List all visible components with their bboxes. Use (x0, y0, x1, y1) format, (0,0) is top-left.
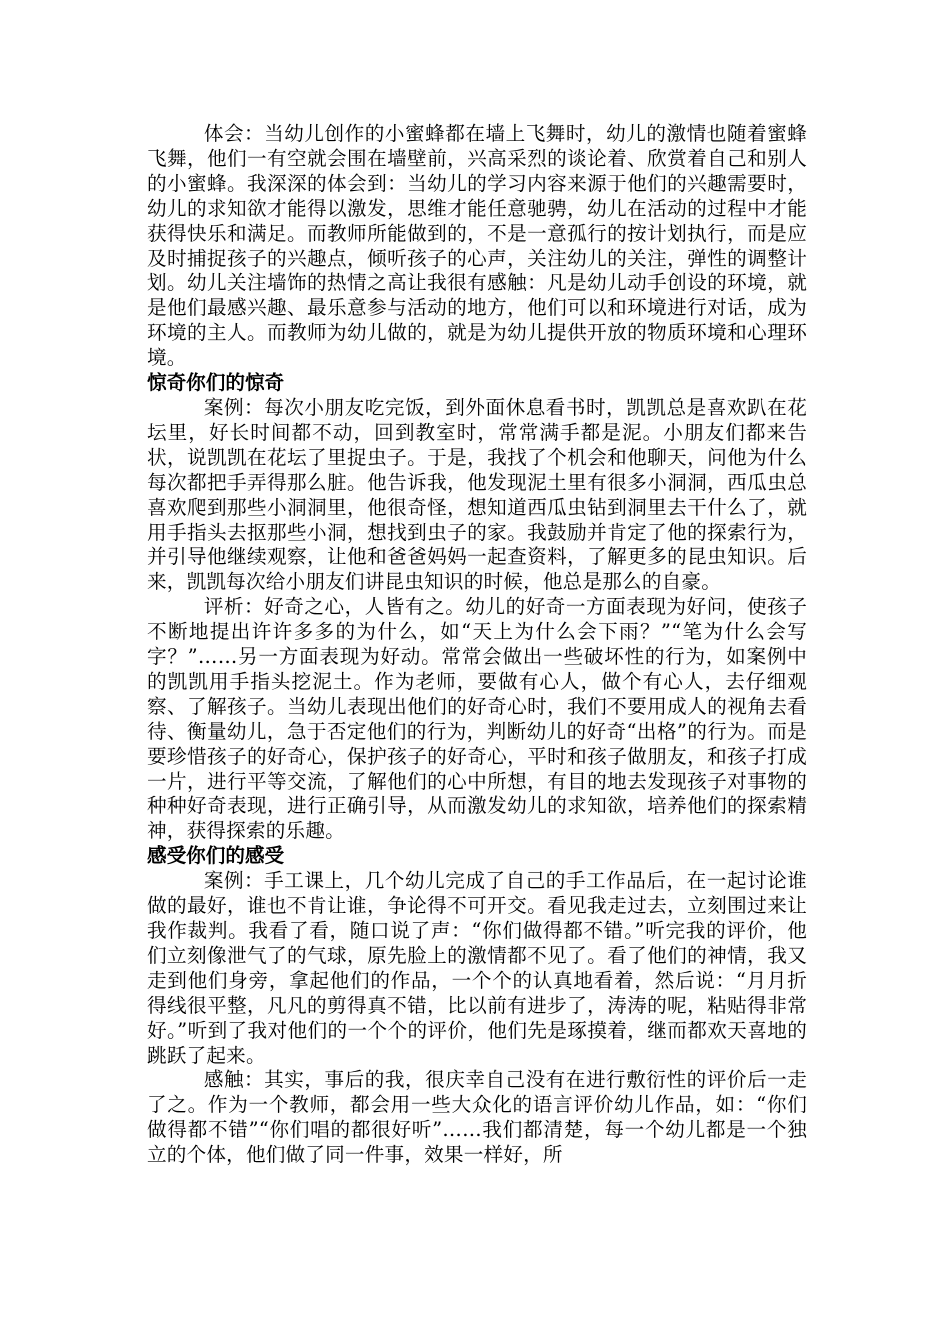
section-heading-curiosity: 惊奇你们的惊奇 (147, 371, 285, 395)
paragraph-reflection: 体会：当幼儿创作的小蜜蜂都在墙上飞舞时，幼儿的激情也随着蜜蜂飞舞，他们一有空就会围在墙壁前，兴高采烈的谈论着、欣赏着自己和别人的小蜜蜂。我深深的体会到：当幼儿的学习内容来源于他们的兴趣需要时，幼儿的求知欲才能得以激发，思维才能任意驰骋，幼儿在活动的过程中才能获得快乐和满足。而教师所能做到的，不是一意孤行的按计划执行，而是应及时捕捉孩子的兴趣点，倾听孩子的心声，关注幼儿的关注，弹性的调整计划。幼儿关注墙饰的热情之高让我很有感触：凡是幼儿动手创设的环境，就是他们最感兴趣、最乐意参与活动的地方，他们可以和环境进行对话，成为环境的主人。而教师为幼儿做的，就是为幼儿提供开放的物质环境和心理环境。 (147, 122, 807, 370)
paragraph-analysis-curiosity: 评析：好奇之心，人皆有之。幼儿的好奇一方面表现为好问，使孩子不断地提出许许多多的为什么，如“天上为什么会下雨？”“笔为什么会写字？”……另一方面表现为好动。常常会做出一些破坏性的行为，如案例中的凯凯用手指头挖泥土。作为老师，要做有心人，做个有心人，去仔细观察、了解孩子。当幼儿表现出他们的好奇心时，我们不要用成人的视角去看待、衡量幼儿，急于否定他们的行为，判断幼儿的好奇“出格”的行为。而是要珍惜孩子的好奇心，保护孩子的好奇心，平时和孩子做朋友，和孩子打成一片，进行平等交流，了解他们的心中所想，有目的地去发现孩子对事物的种种好奇表现，进行正确引导，从而激发幼儿的求知欲，培养他们的探索精神，获得探索的乐趣。 (147, 595, 807, 843)
paragraph-case-feelings: 案例：手工课上，几个幼儿完成了自己的手工作品后，在一起讨论谁做的最好，谁也不肯让谁，争论得不可开交。看见我走过去，立刻围过来让我作裁判。我看了看，随口说了声：“你们做得都不错。”听完我的评价，他们立刻像泄气了的气球，原先脸上的激情都不见了。看了他们的神情，我又走到他们身旁，拿起他们的作品，一个个的认真地看着，然后说：“月月折得线很平整，凡凡的剪得真不错，比以前有进步了，涛涛的呢，粘贴得非常好。”听到了我对他们的一个个的评价，他们先是琢摸着，继而都欢天喜地的跳跃了起来。 (147, 869, 807, 1067)
paragraph-reflection-feelings: 感触：其实，事后的我，很庆幸自己没有在进行敷衍性的评价后一走了之。作为一个教师，都会用一些大众化的语言评价幼儿作品，如：“你们做得都不错”“你们唱的都很好听”……我们都清楚，每一个幼儿都是一个独立的个体，他们做了同一件事，效果一样好，所 (147, 1068, 807, 1167)
paragraph-case-curiosity: 案例：每次小朋友吃完饭，到外面休息看书时，凯凯总是喜欢趴在花坛里，好长时间都不动，回到教室时，常常满手都是泥。小朋友们都来告状，说凯凯在花坛了里捉虫子。于是，我找了个机会和他聊天，问他为什么每次都把手弄得那么脏。他告诉我，他发现泥土里有很多小洞洞，西瓜虫总喜欢爬到那些小洞洞里，他很奇怪，想知道西瓜虫钻到洞里去干什么了，就用手指头去抠那些小洞，想找到虫子的家。我鼓励并肯定了他的探索行为，并引导他继续观察，让他和爸爸妈妈一起查资料，了解更多的昆虫知识。后来，凯凯每次给小朋友们讲昆虫知识的时候，他总是那么的自豪。 (147, 395, 807, 594)
document-page (147, 122, 807, 1168)
section-heading-feelings: 感受你们的感受 (147, 844, 285, 868)
